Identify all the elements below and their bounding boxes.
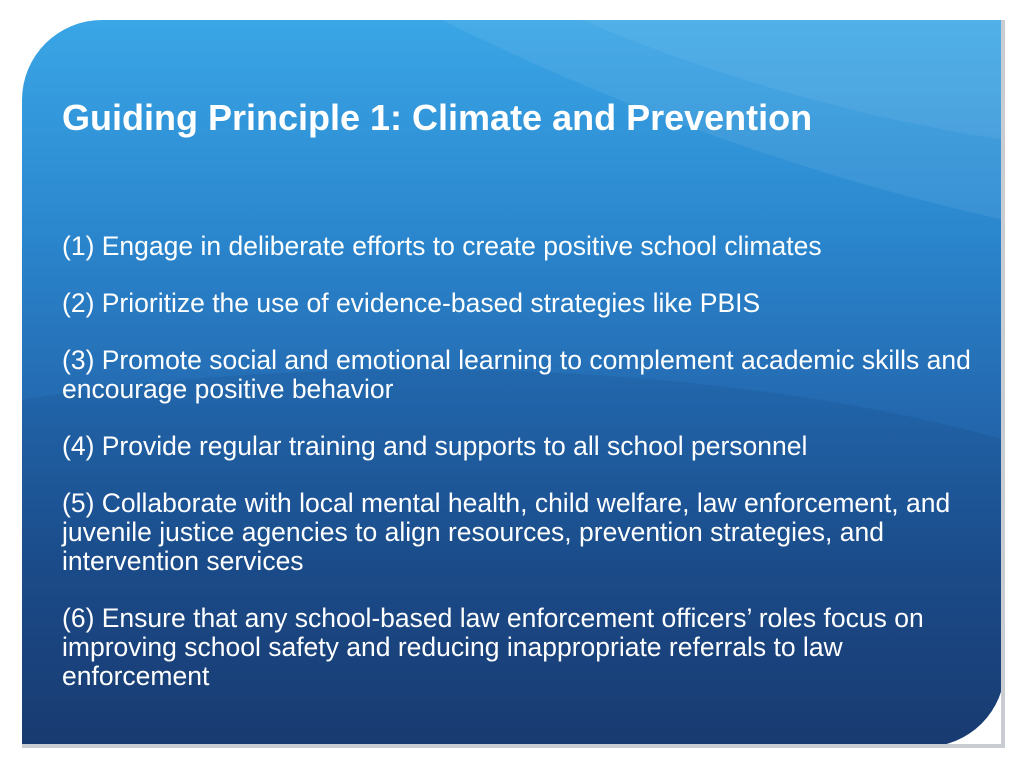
principle-item-3: (3) Promote social and emotional learning to complement academic skills and encourage positive behavior [62,345,971,404]
slide-frame-bottom [22,744,1005,748]
slide-title: Guiding Principle 1: Climate and Prevention [62,97,813,138]
slide-frame-right [1001,20,1005,747]
principle-list [62,232,992,719]
principle-item-2: (2) Prioritize the use of evidence-based strategies like PBIS [62,288,761,318]
principle-item-4: (4) Provide regular training and supports to all school personnel [62,431,808,461]
slide-background [22,20,1005,747]
principle-item-6: (6) Ensure that any school-based law enforcement officers’ roles focus on improving school safety and reducing inappropriate referrals to law enforcement [62,603,924,691]
principle-item-1: (1) Engage in deliberate efforts to create positive school climates [62,231,822,261]
principle-item-5: (5) Collaborate with local mental health, child welfare, law enforcement, and juvenile justice agencies to align resources, prevention strategies, and intervention services [62,488,951,576]
